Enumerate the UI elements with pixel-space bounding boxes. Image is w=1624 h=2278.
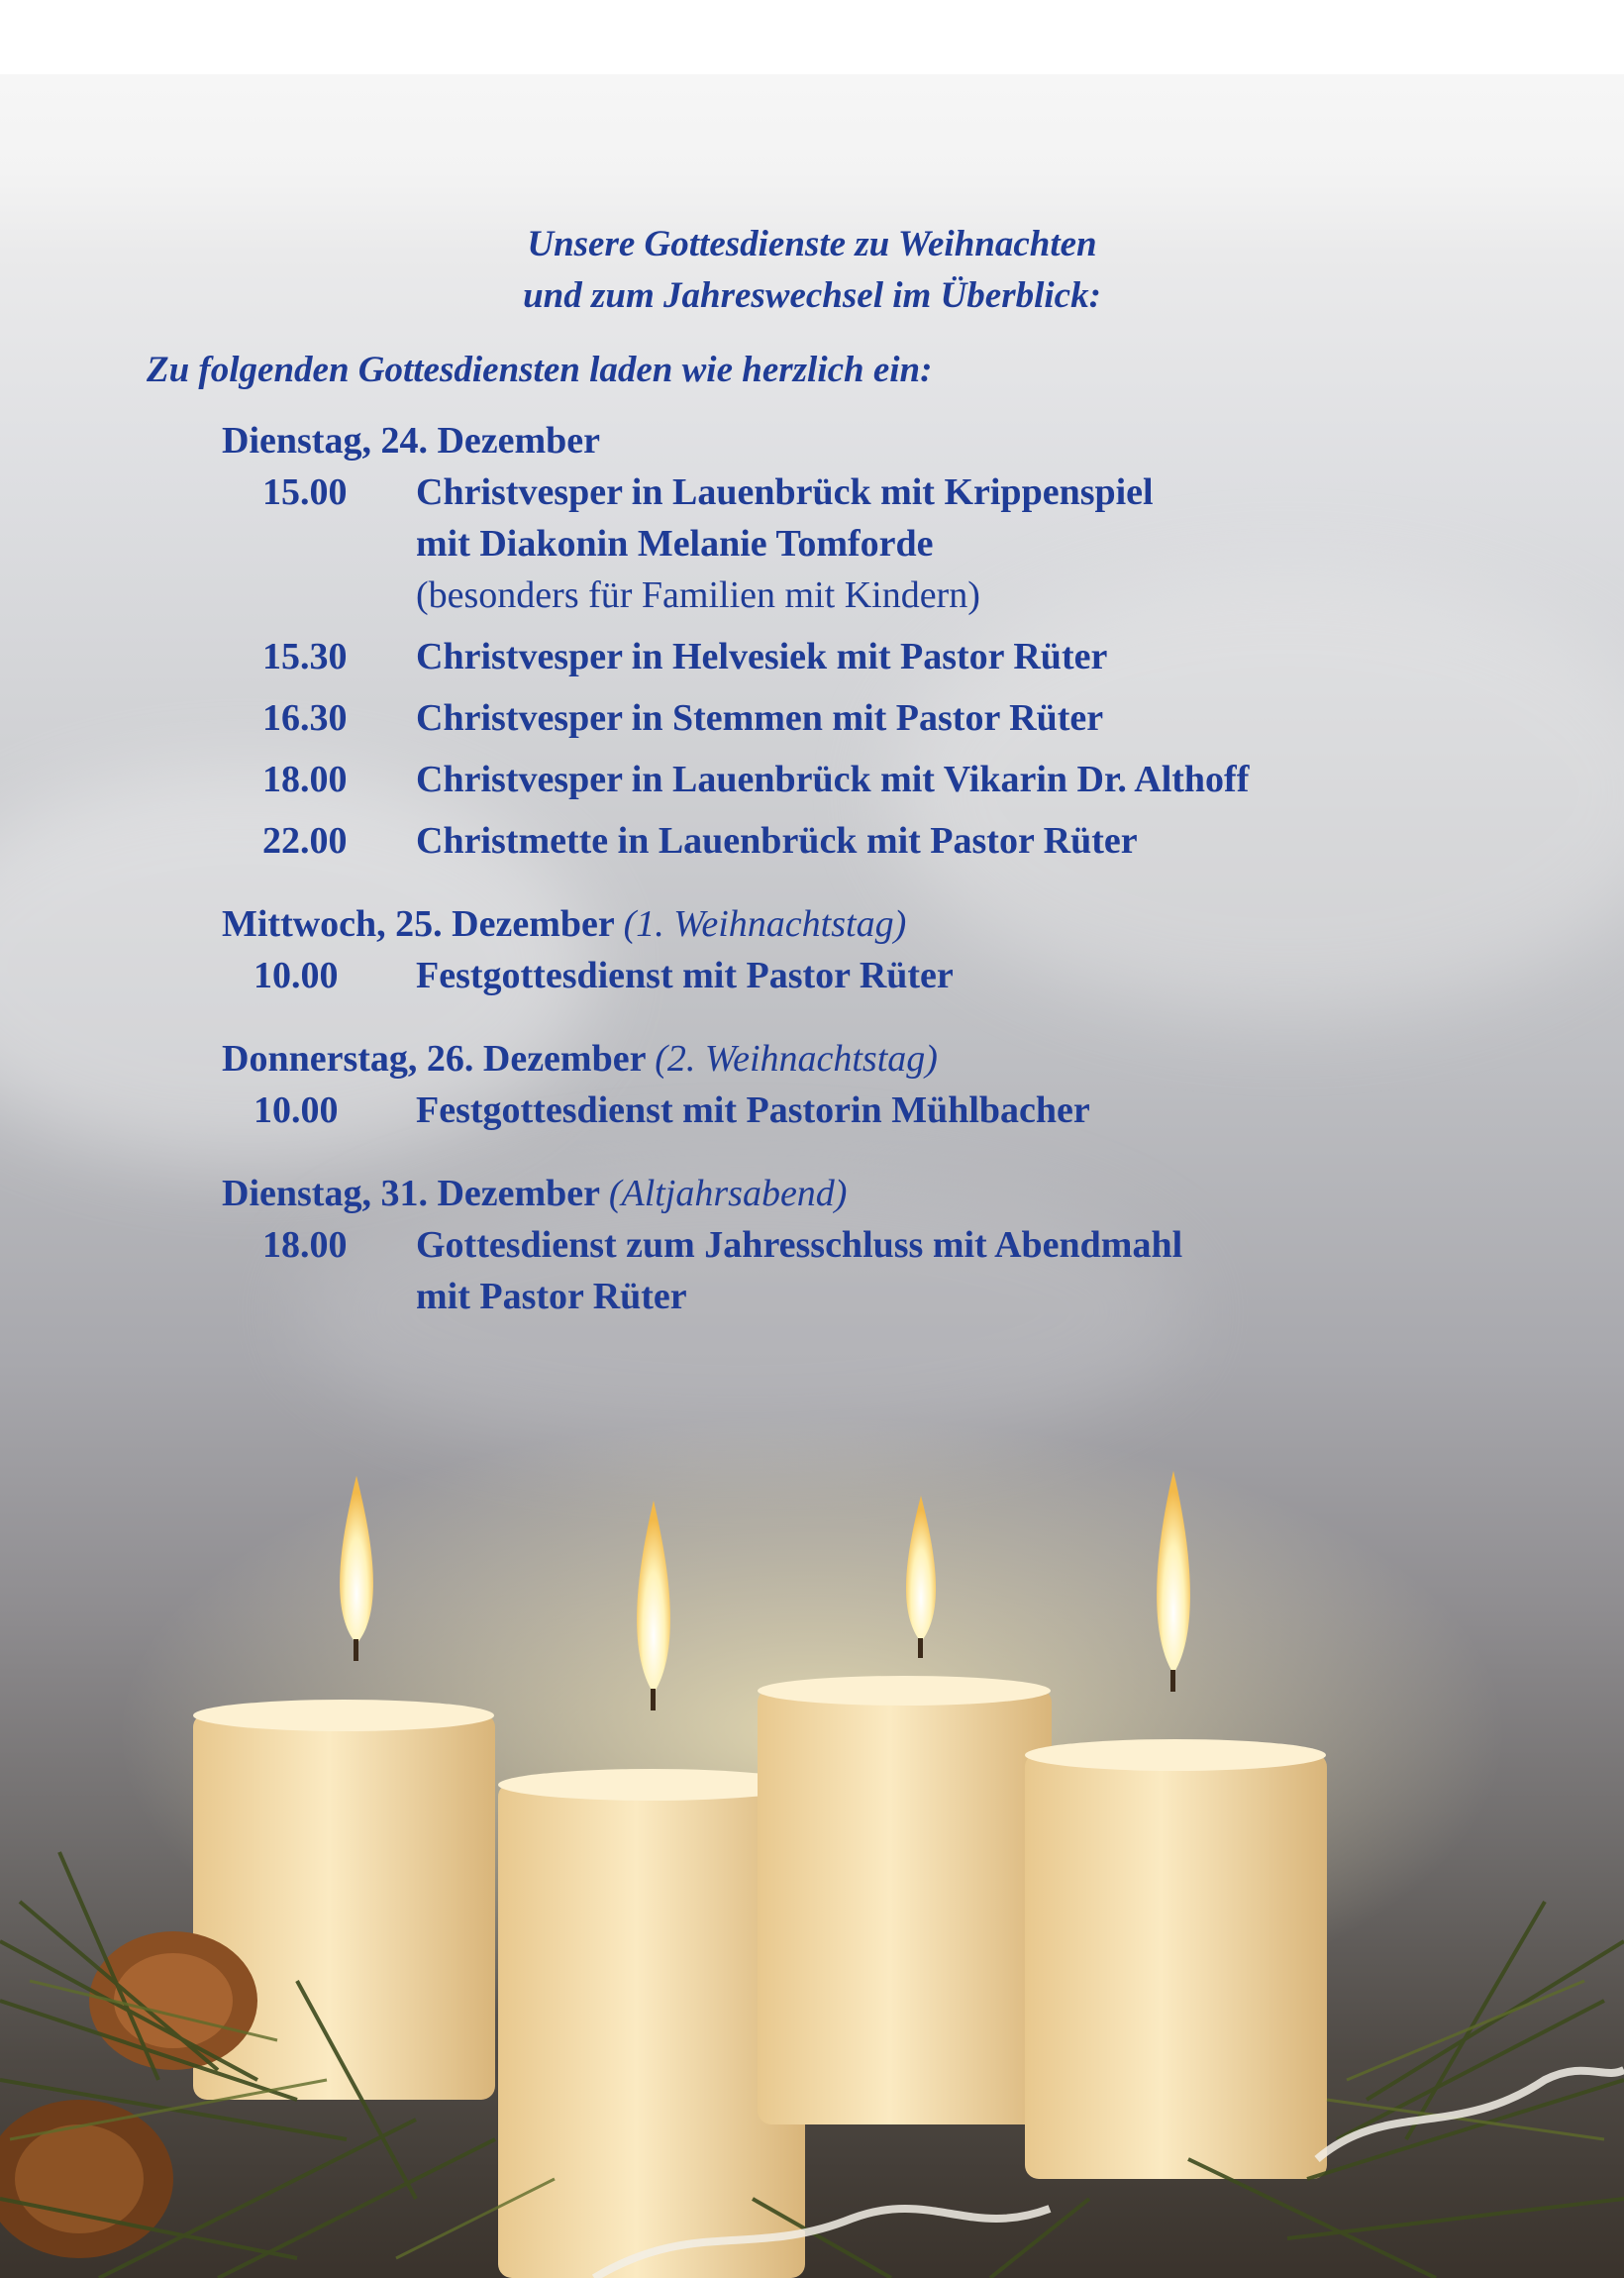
service-description: Christvesper in Lauenbrück mit Vikarin Dr. Althoff xyxy=(416,759,1250,800)
advent-candles-image xyxy=(0,1387,1624,2278)
day-date: Donnerstag, 26. Dezember xyxy=(222,1038,646,1080)
day-note: (Altjahrsabend) xyxy=(608,1173,848,1214)
service-time: 18.00 xyxy=(262,759,348,800)
service-description: Festgottesdienst mit Pastor Rüter xyxy=(416,955,954,996)
service-time: 15.30 xyxy=(262,636,348,677)
service-time: 22.00 xyxy=(262,820,348,862)
heading-line-1: Unsere Gottesdienste zu Weihnachten xyxy=(527,224,1097,264)
service-time: 10.00 xyxy=(254,1089,339,1131)
service-time: 15.00 xyxy=(262,471,348,513)
day-date: Dienstag, 24. Dezember xyxy=(222,420,601,462)
service-description: Christmette in Lauenbrück mit Pastor Rüter xyxy=(416,820,1138,862)
service-time: 16.30 xyxy=(262,697,348,739)
service-schedule xyxy=(0,74,1624,1362)
day-note: (2. Weihnachtstag) xyxy=(655,1038,938,1080)
intro-text: Zu folgenden Gottesdiensten laden wie herzlich ein: xyxy=(147,350,933,390)
day-heading-25 xyxy=(222,902,906,946)
day-date: Dienstag, 31. Dezember xyxy=(222,1173,600,1214)
day-heading-24 xyxy=(222,419,600,463)
service-description: mit Diakonin Melanie Tomforde xyxy=(416,523,934,565)
service-time: 10.00 xyxy=(254,955,339,996)
service-description: Festgottesdienst mit Pastorin Mühlbacher xyxy=(416,1089,1090,1131)
service-note: (besonders für Familien mit Kindern) xyxy=(416,574,980,616)
service-description: Christvesper in Helvesiek mit Pastor Rüter xyxy=(416,636,1108,677)
service-description: mit Pastor Rüter xyxy=(416,1276,687,1317)
top-margin xyxy=(0,0,1624,74)
service-description: Christvesper in Lauenbrück mit Krippenspiel xyxy=(416,471,1154,513)
day-heading-31 xyxy=(222,1172,847,1215)
day-note: (1. Weihnachtstag) xyxy=(623,903,907,945)
service-time: 18.00 xyxy=(262,1224,348,1266)
day-heading-26 xyxy=(222,1037,938,1081)
day-date: Mittwoch, 25. Dezember xyxy=(222,903,615,945)
service-description: Christvesper in Stemmen mit Pastor Rüter xyxy=(416,697,1104,739)
service-description: Gottesdienst zum Jahresschluss mit Abendmahl xyxy=(416,1224,1183,1266)
heading-line-2: und zum Jahreswechsel im Überblick: xyxy=(523,275,1101,316)
